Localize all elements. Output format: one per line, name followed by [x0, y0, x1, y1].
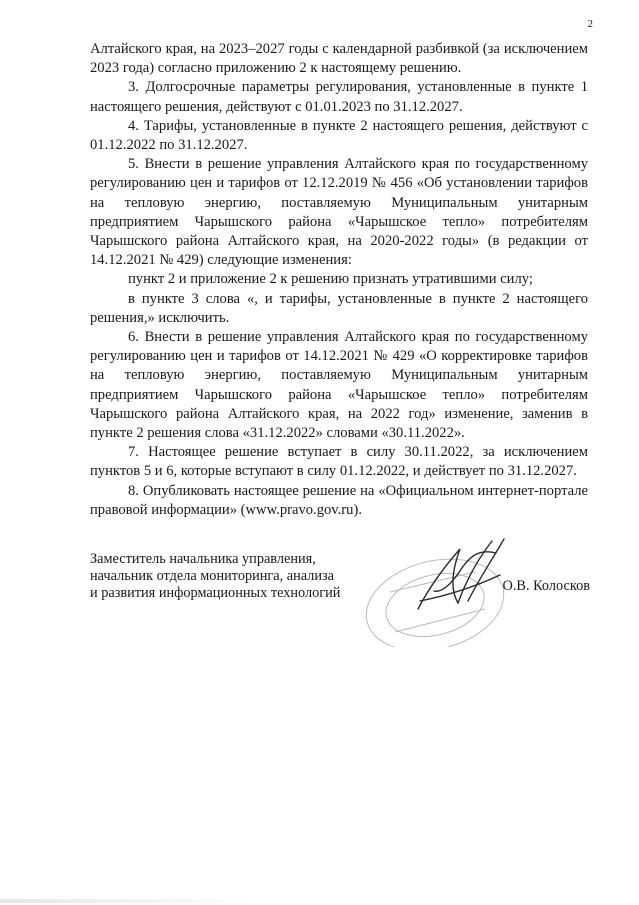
- paragraph: в пункте 3 слова «, и тарифы, установленные в пункте 2 настоящего решения,» исключить.: [90, 290, 588, 326]
- paragraph: 4. Тарифы, установленные в пункте 2 настоящего решения, действуют с 01.12.2022 по 31.12.2027.: [90, 117, 588, 154]
- scan-artifact: [0, 899, 260, 903]
- signature-icon: [400, 531, 520, 621]
- paragraph: 3. Долгосрочные параметры регулирования, установленные в пункте 1 настоящего решения, действуют с 01.01.2023 по 31.12.2027.: [90, 79, 588, 115]
- paragraph: пункт 2 и приложение 2 к решению признать утратившими силу;: [128, 271, 533, 288]
- paragraph: 7. Настоящее решение вступает в силу 30.11.2022, за исключением пунктов 5 и 6, которые вступают в силу 01.12.2022, и действует по 31.12.2027.: [90, 444, 588, 480]
- signatory-title-line: Заместитель начальника управления,: [90, 551, 316, 567]
- page-number: 2: [587, 18, 593, 30]
- paragraph: 5. Внести в решение управления Алтайского края по государственному регулированию цен и тарифов от 12.12.2019 № 456 «Об установлении тарифов на тепловую энергию, поставляемую Муниципальным унитарным предприятием Чарышского района «Чарышское тепло» потребителям Чарышского района Алтайского края, на 2020-2022 годы» (в редакции от 14.12.2021 № 429) следующие изменения:: [90, 156, 588, 269]
- signatory-title-line: и развития информационных технологий: [90, 585, 341, 601]
- document-body: [90, 40, 588, 520]
- paragraph: Алтайского края, на 2023–2027 годы с календарной разбивкой (за исключением 2023 года) согласно приложению 2 к настоящему решению.: [90, 41, 588, 77]
- signatory-title: [90, 551, 340, 602]
- signatory-name: О.В. Колосков: [502, 578, 590, 594]
- paragraph: 8. Опубликовать настоящее решение на «Официальном интернет-портале правовой информации» (www.pravo.gov.ru).: [90, 482, 588, 518]
- paragraph: 6. Внести в решение управления Алтайского края по государственному регулированию цен и тарифов от 14.12.2021 № 429 «О корректировке тарифов на тепловую энергию, поставляемую Муниципальным унитарным предприятием Чарышского района «Чарышское тепло» потребителям Чарышского района Алтайского края, на 2022 год» изменение, заменив в пункте 2 решения слова «31.12.2022» словами «30.11.2022».: [90, 329, 588, 442]
- signatory-title-line: начальник отдела мониторинга, анализа: [90, 568, 335, 584]
- signature-block: [90, 551, 590, 651]
